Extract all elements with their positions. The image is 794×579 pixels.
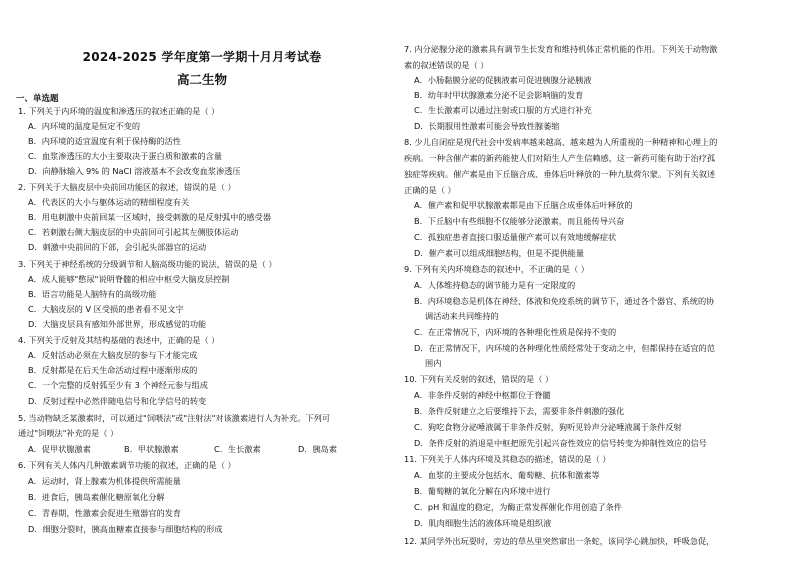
q2-option-d: D．刺激中央前回的下部，会引起头部器官的运动 (28, 242, 207, 252)
question-7-cont: 素的叙述错误的是（ ） (404, 60, 489, 70)
q6-option-b: B．进食后，胰岛素催化糖原氧化分解 (28, 492, 165, 502)
q4-option-d: D．反射过程中必然伴随电信号和化学信号的转变 (28, 396, 207, 406)
q3-option-a: A．成人能够"憋尿"说明脊髓的相应中枢受大脑皮层控制 (28, 274, 230, 284)
question-7: 7. 内分泌腺分泌的激素具有调节生长发育和维持机体正常机能的作用。下列关于动物激 (404, 44, 718, 54)
question-8-line3: 独症等疾病。催产素是由下丘脑合成、垂体后叶释放的一种九肽荷尔蒙。下列有关叙述 (404, 169, 716, 179)
q9-option-d: D．在正常情况下，内环境的各种理化性质经常处于变动之中，但都保持在适宜的范 (414, 343, 716, 353)
q9-option-d-cont: 围内 (425, 358, 442, 368)
question-4: 4. 下列关于反射及其结构基础的表述中，正确的是（ ） (18, 335, 220, 345)
q10-option-b: B．条件反射建立之后要维持下去，需要非条件刺激的强化 (414, 406, 625, 416)
q4-option-b: B．反射都是在后天生命活动过程中逐渐形成的 (28, 365, 198, 375)
q7-option-d: D．长期服用性激素可能会导致性腺萎缩 (414, 121, 560, 131)
question-12: 12. 某同学外出玩耍时，旁边的草丛里突然窜出一条蛇，该同学心跳加快，呼吸急促， (404, 536, 715, 546)
q11-option-c: C．pH 和温度的稳定，为酶正常发挥催化作用创造了条件 (414, 502, 622, 512)
exam-subject: 高二生物 (176, 72, 227, 87)
q10-option-c: C．狗吃食物分泌唾液属于非条件反射，狗听见铃声分泌唾液属于条件反射 (414, 422, 682, 432)
q8-option-a: A．催产素和促甲状腺激素都是由下丘脑合成垂体后叶释放的 (414, 200, 633, 210)
q4-option-a: A．反射活动必须在大脑皮层的参与下才能完成 (28, 350, 198, 360)
q8-option-d: D．催产素可以组成细胞结构，但是不提供能量 (414, 248, 585, 258)
q11-option-d: D．肌肉细胞生活的液体环境是组织液 (414, 518, 552, 528)
question-5-cont: 通过"饲喂法"补充的是（ ） (18, 428, 119, 438)
q6-option-d: D．细胞分裂时，胰高血糖素直接参与细胞结构的形成 (28, 524, 223, 534)
q7-option-a: A．小肠黏膜分泌的促胰液素可促进胰腺分泌胰液 (414, 75, 592, 85)
q9-option-c: C．在正常情况下，内环境的各种理化性质是保持不变的 (414, 327, 617, 337)
question-8: 8. 少儿自闭症是现代社会中发病率越来越高、越来越为人所重视的一种精神和心理上的 (404, 137, 718, 147)
question-11: 11. 下列关于人体内环境及其稳态的描述，错误的是（ ） (404, 454, 611, 464)
q1-option-d: D．向静脉输入 9% 的 NaCl 溶液基本不会改变血浆渗透压 (28, 166, 241, 176)
q1-option-a: A．内环境的温度是恒定不变的 (28, 121, 141, 131)
q1-option-b: B．内环境的适宜温度有利于保持酶的活性 (28, 136, 181, 146)
question-1: 1. 下列关于内环境的温度和渗透压的叙述正确的是（ ） (18, 106, 220, 116)
exam-title: 2024-2025 学年度第一学期十月月考试卷 (82, 50, 322, 64)
q7-option-b: B．幼年时甲状腺激素分泌不足会影响脑的发育 (414, 90, 584, 100)
question-9: 9. 下列有关内环境稳态的叙述中，不正确的是（ ） (404, 264, 589, 274)
q8-option-b: B．下丘脑中有些细胞不仅能够分泌激素，而且能传导兴奋 (414, 216, 625, 226)
q9-option-a: A．人体维持稳态的调节能力是有一定限度的 (414, 280, 576, 290)
q4-option-c: C．一个完整的反射弧至少有 3 个神经元参与组成 (28, 380, 208, 390)
q11-option-b: B．葡萄糖的氧化分解在内环境中进行 (414, 486, 551, 496)
q5-option-c: C．生长激素 (214, 444, 261, 454)
q6-option-a: A．运动时，肾上腺素为机体提供所需能量 (28, 476, 181, 486)
q1-option-c: C．血浆渗透压的大小主要取决于蛋白质和激素的含量 (28, 151, 223, 161)
section-heading: 一、单选题 (16, 94, 59, 104)
q3-option-c: C．大脑皮层的 V 区受损的患者看不见文字 (28, 304, 184, 314)
question-8-line4: 正确的是（ ） (404, 185, 456, 195)
question-2: 2. 下列关于大脑皮层中央前回功能区的叙述，错误的是（ ） (18, 182, 236, 192)
q2-option-a: A．代表区的大小与躯体运动的精细程度有关 (28, 197, 190, 207)
question-5: 5. 当动物缺乏某激素时，可以通过"饲喂法"或"注射法"对该激素进行人为补充。下列可 (18, 413, 331, 423)
q11-option-a: A．血浆的主要成分包括水、葡萄糖、抗体和激素等 (414, 470, 600, 480)
question-6: 6. 下列有关人体内几种激素调节功能的叙述，正确的是（ ） (18, 460, 236, 470)
q2-option-c: C．若刺激右侧大脑皮层的中央前回可引起其左侧肢体运动 (28, 227, 239, 237)
q7-option-c: C．生长激素可以通过注射或口服的方式进行补充 (414, 105, 592, 115)
q6-option-c: C．青春期，性激素会促进生殖器官的发育 (28, 508, 182, 518)
q9-option-b: B．内环境稳态是机体在神经、体液和免疫系统的调节下，通过各个器官、系统的协 (414, 296, 715, 306)
q10-option-a: A．非条件反射的神经中枢都位于脊髓 (414, 390, 551, 400)
q10-option-d: D．条件反射的消退是中枢把原先引起兴奋性效应的信号转变为抑制性效应的信号 (414, 438, 707, 448)
q9-option-b-cont: 调活动来共同维持的 (425, 311, 499, 321)
q5-option-b: B．甲状腺激素 (124, 444, 179, 454)
question-3: 3. 下列关于神经系统的分级调节和人脑高级功能的说法，错误的是（ ） (18, 259, 277, 269)
q3-option-d: D．大脑皮层具有感知外部世界，形成感觉的功能 (28, 319, 207, 329)
q3-option-b: B．语言功能是人脑特有的高级功能 (28, 289, 157, 299)
question-8-line2: 疾病。一种含催产素的新药能使人们对陌生人产生信赖感，这一新药可能有助于治疗孤 (404, 153, 716, 163)
q8-option-c: C．孤独症患者直接口服适量催产素可以有效地缓解症状 (414, 232, 617, 242)
q5-option-d: D．胰岛素 (298, 444, 338, 454)
question-10: 10. 下列有关反射的叙述，错误的是（ ） (404, 374, 554, 384)
q5-option-a: A．促甲状腺激素 (28, 444, 91, 454)
q2-option-b: B．用电刺激中央前回某一区域时，接受刺激的是反射弧中的感受器 (28, 212, 272, 222)
